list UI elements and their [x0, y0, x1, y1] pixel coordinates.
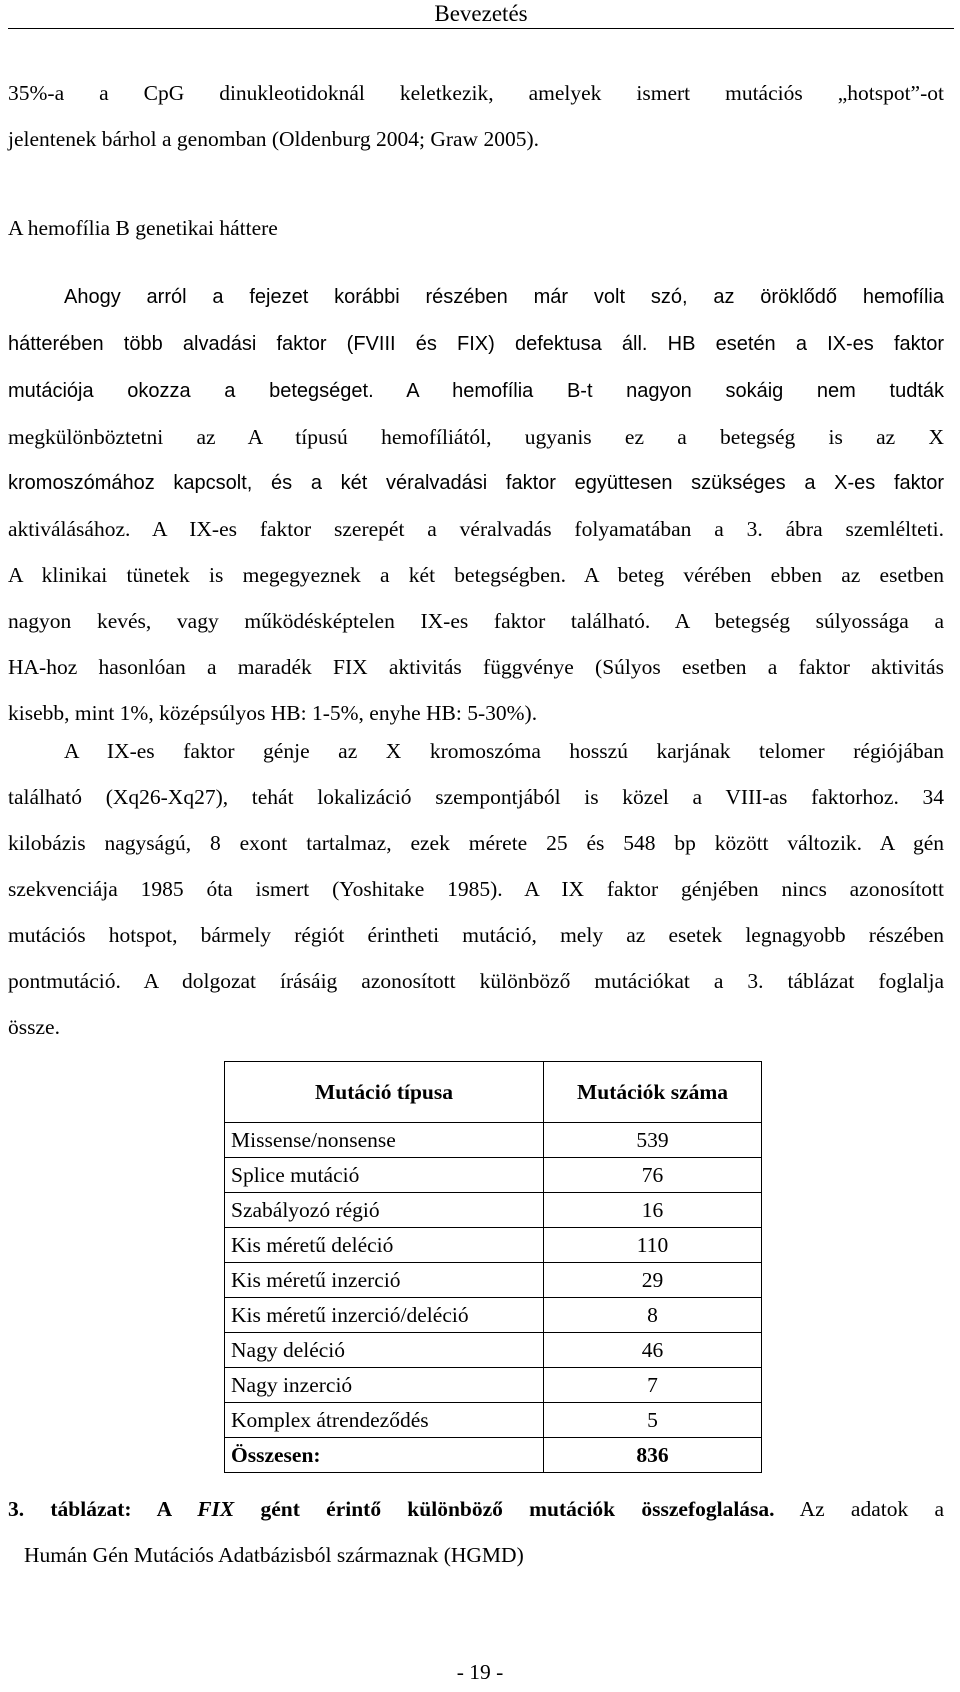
caption-italic: FIX: [197, 1497, 235, 1521]
text-line: kilobázis nagyságú, 8 exont tartalmaz, ezek mérete 25 és 548 bp között változik. A gén: [8, 831, 944, 855]
caption-rest: Az adatok a: [774, 1497, 944, 1521]
table-row: [225, 1228, 762, 1263]
mutation-table: [224, 1061, 762, 1473]
text-span: hátterében több alvadási faktor (FVIII és FIX) defektusa áll.: [8, 333, 648, 355]
column-header-count: Mutációk száma: [544, 1062, 762, 1123]
mutation-count-cell: 5: [544, 1403, 762, 1438]
table-row: [225, 1123, 762, 1158]
text-line: HA-hoz hasonlóan a maradék FIX aktivitás függvénye (Súlyos esetben a faktor aktivitás: [8, 655, 944, 679]
caption-bold-b: gént érintő különböző mutációk összefoglalása.: [234, 1497, 775, 1521]
page-number: - 19 -: [456, 1660, 504, 1684]
mutation-type-cell: Missense/nonsense: [225, 1123, 544, 1158]
text-line: szekvenciája 1985 óta ismert (Yoshitake 1985). A IX faktor génjében nincs azonosított: [8, 877, 944, 901]
caption-line: Humán Gén Mutációs Adatbázisból származnak (HGMD): [24, 1543, 524, 1567]
text-span: mutációja okozza a betegséget.: [8, 380, 374, 402]
total-label-cell: Összesen:: [225, 1438, 544, 1473]
text-line: Ahogy arról a fejezet korábbi részében már volt szó, az öröklődő hemofília: [64, 286, 944, 308]
mutation-type-cell: Nagy deléció: [225, 1333, 544, 1368]
text-line: A IX-es faktor génje az X kromoszóma hosszú karjának telomer régiójában: [64, 739, 944, 763]
text-line: kromoszómához kapcsolt, és a két véralvadási faktor együttesen szükséges a X-es faktor: [8, 472, 944, 494]
table-row: [225, 1158, 762, 1193]
text-line: pontmutáció. A dolgozat írásáig azonosított különböző mutációkat a 3. táblázat foglalja: [8, 969, 944, 993]
mutation-type-cell: Kis méretű inzerció/deléció: [225, 1298, 544, 1333]
mutation-count-cell: 16: [544, 1193, 762, 1228]
mutation-type-cell: Szabályozó régió: [225, 1193, 544, 1228]
mutation-count-cell: 110: [544, 1228, 762, 1263]
paragraph-2: [8, 728, 944, 1050]
text-line: 35%-a a CpG dinukleotidoknál keletkezik, amelyek ismert mutációs „hotspot”-ot: [8, 81, 944, 105]
text-line: kisebb, mint 1%, középsúlyos HB: 1-5%, enyhe HB: 5-30%).: [8, 701, 538, 725]
mutation-count-cell: 76: [544, 1158, 762, 1193]
table-row: [225, 1298, 762, 1333]
mutation-type-cell: Komplex átrendeződés: [225, 1403, 544, 1438]
caption-bold-a: 3. táblázat: A: [8, 1497, 198, 1521]
table-row: [225, 1368, 762, 1403]
text-line: megkülönböztetni az A típusú hemofíliától, ugyanis ez a betegség is az X: [8, 425, 944, 449]
text-span: HB esetén a IX-es faktor: [647, 333, 944, 355]
mutation-count-cell: 539: [544, 1123, 762, 1158]
column-header-type: Mutáció típusa: [225, 1062, 544, 1123]
mutation-count-cell: 46: [544, 1333, 762, 1368]
mutation-type-cell: Splice mutáció: [225, 1158, 544, 1193]
caption-bold: [8, 1497, 775, 1521]
mutation-count-cell: 7: [544, 1368, 762, 1403]
text-line: [8, 367, 944, 414]
table-row: [225, 1193, 762, 1228]
table-row: [225, 1333, 762, 1368]
table-caption: [8, 1486, 944, 1578]
text-line: A klinikai tünetek is megegyeznek a két betegségben. A beteg vérében ebben az esetben: [8, 563, 944, 587]
table-row: [225, 1403, 762, 1438]
paragraph-1: [8, 274, 944, 736]
mutation-count-cell: 29: [544, 1263, 762, 1298]
intro-paragraph: [8, 70, 944, 162]
caption-line: [8, 1486, 944, 1532]
text-line: jelentenek bárhol a genomban (Oldenburg 2004; Graw 2005).: [8, 127, 539, 151]
mutation-count-cell: 8: [544, 1298, 762, 1333]
text-line: [8, 320, 944, 367]
text-line: nagyon kevés, vagy működésképtelen IX-es faktor található. A betegség súlyossága a: [8, 609, 944, 633]
mutation-type-cell: Kis méretű inzerció: [225, 1263, 544, 1298]
table-header-row: [225, 1062, 762, 1123]
mutation-type-cell: Nagy inzerció: [225, 1368, 544, 1403]
text-span: A hemofília B-t nagyon sokáig nem tudták: [373, 380, 944, 402]
text-line: található (Xq26-Xq27), tehát lokalizáció szempontjából is közel a VIII-as faktorhoz. 34: [8, 785, 944, 809]
text-line: mutációs hotspot, bármely régiót érintheti mutáció, mely az esetek legnagyobb részében: [8, 923, 944, 947]
running-header: Bevezetés: [8, 0, 954, 29]
section-heading: A hemofília B genetikai háttere: [8, 216, 278, 240]
total-value-cell: 836: [544, 1438, 762, 1473]
mutation-type-cell: Kis méretű deléció: [225, 1228, 544, 1263]
text-line: össze.: [8, 1015, 60, 1039]
table-total-row: [225, 1438, 762, 1473]
table-row: [225, 1263, 762, 1298]
text-line: aktiválásához. A IX-es faktor szerepét a véralvadás folyamatában a 3. ábra szemlélteti.: [8, 517, 944, 541]
